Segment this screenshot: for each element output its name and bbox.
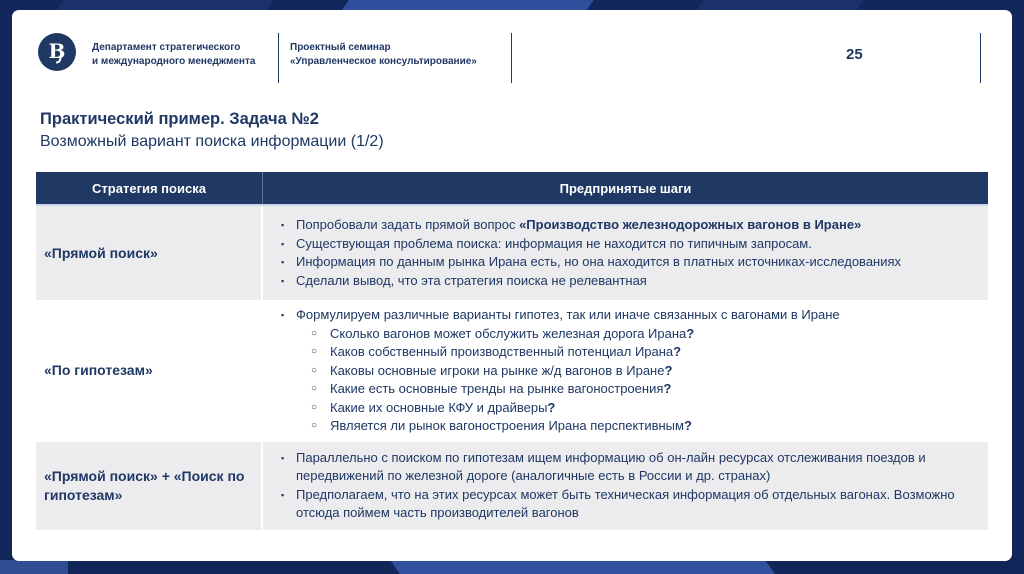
hse-logo [38, 33, 76, 71]
department-line1: Департамент стратегического [92, 42, 241, 53]
steps-cell [263, 302, 988, 440]
step-text [296, 253, 978, 272]
step-text-segment: ? [686, 325, 695, 341]
department-name [92, 41, 255, 69]
step-text [296, 272, 978, 291]
bullet-marker: ▪ [281, 452, 285, 463]
decorative-shape [390, 560, 775, 574]
bullet-marker: ○ [311, 364, 318, 376]
step-item [263, 486, 978, 523]
bullet-marker: ○ [311, 420, 318, 431]
seminar-line1: Проектный семинар [290, 42, 391, 53]
bullet-marker: ▪ [281, 489, 285, 500]
step-text-segment: Каков собственный производственный потенциал Ирана [330, 344, 674, 359]
strategy-cell [36, 442, 263, 530]
step-item [263, 325, 978, 344]
step-text-segment: ? [547, 399, 556, 415]
step-text-segment: Предполагаем, что на этих ресурсах может быть техническая информация об отдельных вагонах. Возможно отсюда поймем часть производителей вагонов [296, 486, 955, 520]
strategy-cell [36, 206, 263, 300]
strategy-cell [36, 302, 263, 440]
step-text-segment: ? [663, 381, 672, 396]
strategy-label: «Прямой поиск» [44, 244, 158, 261]
svg-text:В: В [48, 39, 66, 63]
step-item [263, 216, 978, 235]
slide-subtitle: Возможный вариант поиска информации (1/2) [40, 133, 384, 150]
step-text [296, 216, 978, 235]
step-text-segment: Попробовали задать прямой вопрос [296, 217, 520, 232]
step-text [330, 362, 978, 381]
step-text-segment: Сделали вывод, что эта стратегия поиска не релевантная [296, 272, 647, 288]
header-divider [980, 33, 981, 83]
bullet-marker: ▪ [281, 275, 285, 286]
bullet-marker: ○ [311, 346, 318, 357]
slide-card [12, 10, 1012, 561]
steps-cell [263, 206, 988, 300]
bullet-marker: ▪ [281, 220, 285, 230]
step-item [263, 399, 978, 418]
step-text-segment: Является ли рынок вагоностроения Ирана перспективным [330, 418, 684, 433]
step-text-segment: ? [683, 418, 692, 433]
step-text-segment: Какие есть основные тренды на рынке вагоностроения [330, 381, 664, 396]
step-text-segment: ? [664, 362, 673, 378]
strategy-label: «Прямой поиск» + «Поиск по гипотезам» [44, 467, 245, 503]
step-text [296, 486, 978, 523]
step-text-segment: «Производство железнодорожных вагонов в Иране» [519, 217, 862, 232]
step-text [330, 399, 978, 418]
header-divider [278, 33, 279, 83]
decorative-shape [0, 560, 68, 574]
step-text [330, 325, 978, 344]
step-text-segment: Какие их основные КФУ и драйверы [330, 399, 548, 415]
hse-logo-icon [38, 33, 76, 71]
bullet-marker: ○ [311, 401, 318, 413]
step-item [263, 253, 978, 272]
step-item [263, 306, 978, 325]
step-item [263, 449, 978, 486]
bullet-marker: ○ [311, 383, 318, 394]
step-text [296, 235, 978, 254]
table-row [36, 206, 988, 300]
column-header-strategy: Стратегия поиска [36, 172, 263, 204]
table-row [36, 300, 988, 440]
table-header-row [36, 172, 988, 206]
bullet-marker: ▪ [281, 238, 285, 249]
seminar-line2: «Управленческое консультирование» [290, 56, 477, 67]
bullet-marker: ▪ [281, 310, 285, 320]
step-text-segment: Существующая проблема поиска: информация не находится по типичным запросам. [296, 235, 812, 251]
department-line2: и международного менеджмента [92, 56, 256, 67]
page-number: 25 [846, 46, 863, 63]
search-strategy-table [36, 172, 988, 530]
step-text [296, 449, 978, 486]
step-item [263, 235, 978, 254]
table-row [36, 440, 988, 530]
header-divider [511, 33, 512, 83]
step-item [263, 362, 978, 381]
bullet-marker: ▪ [281, 257, 285, 267]
bullet-marker: ○ [311, 327, 318, 339]
step-text [330, 417, 978, 436]
steps-cell [263, 442, 988, 530]
step-text-segment: Параллельно с поиском по гипотезам ищем информацию об он-лайн ресурсах отслеживания поездов и передвижений по железной дороге (аналогичные есть в России и др. странах) [296, 449, 926, 483]
step-text-segment: Каковы основные игроки на рынке ж/д вагонов в Иране [330, 362, 665, 378]
seminar-name [290, 41, 477, 69]
step-text-segment: Сколько вагонов может обслужить железная дорога Ирана [330, 325, 687, 341]
slide-title: Практический пример. Задача №2 [40, 110, 319, 128]
step-text [330, 343, 978, 362]
step-text-segment: Формулируем различные варианты гипотез, так или иначе связанных с вагонами в Иране [296, 307, 840, 322]
step-item [263, 343, 978, 362]
step-text-segment: Информация по данным рынка Ирана есть, но она находится в платных источниках-исследованиях [296, 254, 902, 269]
column-header-steps: Предпринятые шаги [559, 180, 692, 196]
strategy-label: «По гипотезам» [44, 362, 153, 379]
step-item [263, 417, 978, 436]
step-text-segment: ? [673, 344, 682, 359]
step-item [263, 380, 978, 399]
table-body [36, 206, 988, 530]
step-text [330, 380, 978, 399]
step-item [263, 272, 978, 291]
step-text [296, 306, 978, 325]
